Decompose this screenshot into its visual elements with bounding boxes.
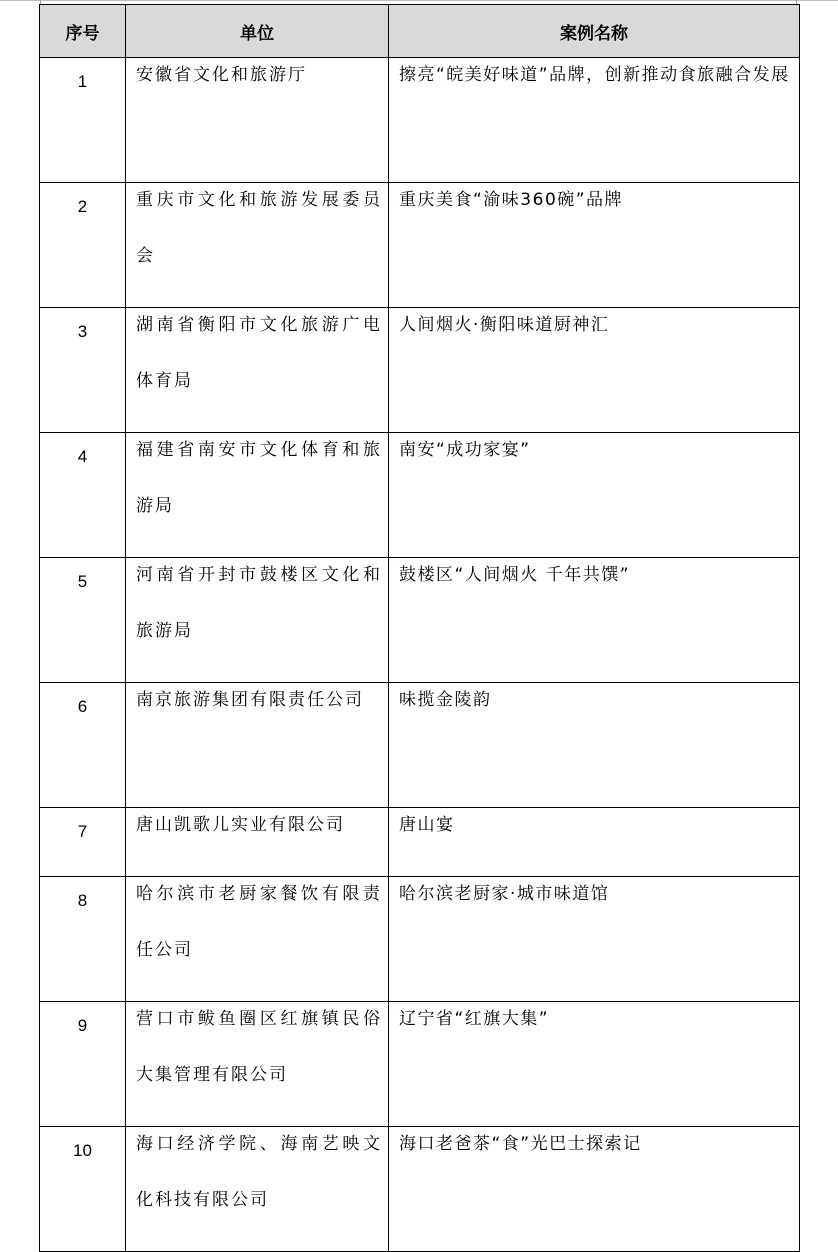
- row-case-cell: [389, 1127, 800, 1252]
- row-case-cell: [389, 183, 800, 308]
- row-case-cell: [389, 308, 800, 433]
- row-unit: 唐山凯歌儿实业有限公司: [136, 815, 345, 835]
- row-unit: 南京旅游集团有限责任公司: [136, 690, 364, 710]
- row-number: 9: [40, 1002, 126, 1127]
- table-row: [40, 1127, 800, 1252]
- row-number: 6: [40, 683, 126, 808]
- header-unit: 单位: [126, 5, 389, 58]
- case-list-table: [39, 4, 800, 1252]
- row-case-name: 人间烟火·衡阳味道厨神汇: [399, 315, 610, 335]
- table-row: [40, 1002, 800, 1127]
- row-unit: 安徽省文化和旅游厅: [136, 65, 307, 85]
- row-case-cell: [389, 558, 800, 683]
- row-unit-cell: [126, 308, 389, 433]
- row-unit-cell: [126, 1127, 389, 1252]
- table-row: [40, 683, 800, 808]
- page-top-rule: [0, 0, 838, 1]
- row-unit-cell: [126, 558, 389, 683]
- row-unit-cell: [126, 877, 389, 1002]
- row-number: 7: [40, 808, 126, 877]
- row-case-cell: [389, 433, 800, 558]
- row-unit: 营口市鲅鱼圈区红旗镇民俗大集管理有限公司: [136, 1009, 382, 1085]
- row-case-cell: [389, 683, 800, 808]
- row-case-name: 鼓楼区“人间烟火 千年共馔”: [399, 565, 631, 585]
- row-unit-cell: [126, 683, 389, 808]
- header-case-name: 案例名称: [389, 5, 800, 58]
- table-row: [40, 183, 800, 308]
- row-case-cell: [389, 58, 800, 183]
- header-number: 序号: [40, 5, 126, 58]
- table-row: [40, 558, 800, 683]
- row-unit-cell: [126, 183, 389, 308]
- table-row: [40, 877, 800, 1002]
- row-unit: 福建省南安市文化体育和旅游局: [136, 440, 382, 516]
- row-case-name: 擦亮“皖美好味道”品牌，创新推动食旅融合发展: [399, 65, 790, 85]
- row-case-cell: [389, 1002, 800, 1127]
- table-row: [40, 433, 800, 558]
- row-unit-cell: [126, 433, 389, 558]
- row-case-name: 南安“成功家宴”: [399, 440, 531, 460]
- row-number: 1: [40, 58, 126, 183]
- row-case-name: 辽宁省“红旗大集”: [399, 1009, 550, 1029]
- row-number: 5: [40, 558, 126, 683]
- row-unit-cell: [126, 58, 389, 183]
- row-case-name: 唐山宴: [399, 815, 455, 835]
- table-body: [40, 58, 800, 1252]
- row-case-name: 哈尔滨老厨家·城市味道馆: [399, 884, 610, 904]
- row-number: 4: [40, 433, 126, 558]
- row-unit: 河南省开封市鼓楼区文化和旅游局: [136, 565, 382, 641]
- row-number: 2: [40, 183, 126, 308]
- row-number: 8: [40, 877, 126, 1002]
- row-case-name: 重庆美食“渝味360碗”品牌: [399, 190, 624, 210]
- row-unit: 重庆市文化和旅游发展委员会: [136, 190, 382, 266]
- row-case-name: 海口老爸茶“食”光巴士探索记: [399, 1134, 642, 1154]
- row-case-name: 味揽金陵韵: [399, 690, 492, 710]
- row-number: 3: [40, 308, 126, 433]
- row-unit-cell: [126, 1002, 389, 1127]
- table-row: [40, 308, 800, 433]
- row-case-cell: [389, 877, 800, 1002]
- row-unit: 海口经济学院、海南艺映文化科技有限公司: [136, 1134, 382, 1210]
- table-row: [40, 58, 800, 183]
- row-number: 10: [40, 1127, 126, 1252]
- row-unit: 哈尔滨市老厨家餐饮有限责任公司: [136, 884, 382, 960]
- row-unit: 湖南省衡阳市文化旅游广电体育局: [136, 315, 382, 391]
